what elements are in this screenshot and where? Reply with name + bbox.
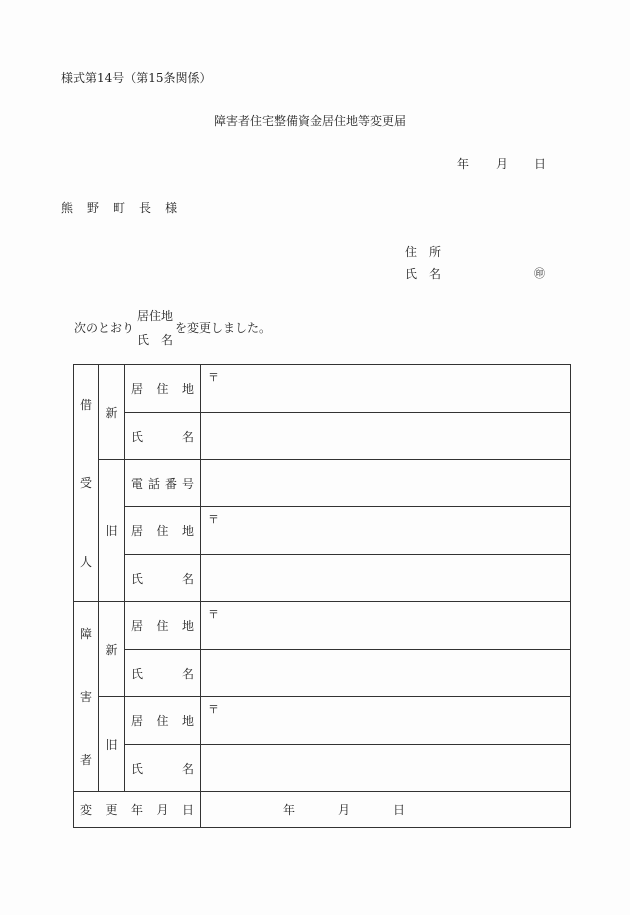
form-number: 様式第14号（第15条関係） xyxy=(61,71,212,85)
date-day: 日 xyxy=(534,157,547,171)
borrower-new-label: 新 xyxy=(99,365,125,460)
disabled-group-label: 障 害 者 xyxy=(74,602,99,792)
change-date-field[interactable]: 年 月 日 xyxy=(201,792,571,828)
residence-label: 居 住 地 xyxy=(125,697,201,745)
disabled-old-name-field[interactable] xyxy=(201,745,571,792)
borrower-phone-field[interactable] xyxy=(201,460,571,507)
residence-label: 居 住 地 xyxy=(125,507,201,555)
date-month: 月 xyxy=(496,157,509,171)
change-table xyxy=(73,364,571,828)
borrower-old-residence-field[interactable] xyxy=(201,507,571,555)
borrower-old-name-field[interactable] xyxy=(201,555,571,602)
borrower-old-label: 旧 xyxy=(99,460,125,602)
addressee xyxy=(61,201,177,215)
disabled-old-residence-field[interactable] xyxy=(201,697,571,745)
disabled-new-name-field[interactable] xyxy=(201,650,571,697)
name-label: 氏 名 xyxy=(125,745,201,792)
name-label: 氏 名 xyxy=(125,413,201,460)
borrower-new-name-field[interactable] xyxy=(201,413,571,460)
residence-label: 居 住 地 xyxy=(125,602,201,650)
borrower-new-residence-field[interactable] xyxy=(201,365,571,413)
phone-label: 電 話 番 号 xyxy=(125,460,201,507)
statement-option-name: 氏 名 xyxy=(137,333,174,347)
disabled-new-label: 新 xyxy=(99,602,125,697)
addressee-char: 町 xyxy=(113,201,126,215)
disabled-new-residence-field[interactable] xyxy=(201,602,571,650)
addressee-char: 様 xyxy=(165,201,178,215)
name-label: 氏 名 xyxy=(125,650,201,697)
borrower-group-label: 借 受 人 xyxy=(74,365,99,602)
seal-mark: ㊞ xyxy=(534,267,545,280)
residence-label: 居 住 地 xyxy=(125,365,201,413)
postal-mark: 〒 xyxy=(208,608,219,621)
postal-mark: 〒 xyxy=(208,703,219,716)
postal-mark: 〒 xyxy=(208,371,219,384)
name-label: 氏 名 xyxy=(125,555,201,602)
postal-mark: 〒 xyxy=(208,513,219,526)
addressee-char: 長 xyxy=(139,201,152,215)
date-year: 年 xyxy=(457,157,470,171)
change-date-label: 変 更 年 月 日 xyxy=(74,792,201,828)
disabled-old-label: 旧 xyxy=(99,697,125,792)
applicant-address-label: 住 所 xyxy=(405,245,442,259)
statement-option-residence: 居住地 xyxy=(137,309,174,323)
form-title: 障害者住宅整備資金居住地等変更届 xyxy=(214,114,407,128)
applicant-name-label: 氏 名 xyxy=(405,267,442,281)
addressee-char: 熊 xyxy=(61,201,74,215)
addressee-char: 野 xyxy=(87,201,100,215)
statement-suffix: を変更しました。 xyxy=(175,321,272,335)
statement-prefix: 次のとおり xyxy=(74,321,135,335)
